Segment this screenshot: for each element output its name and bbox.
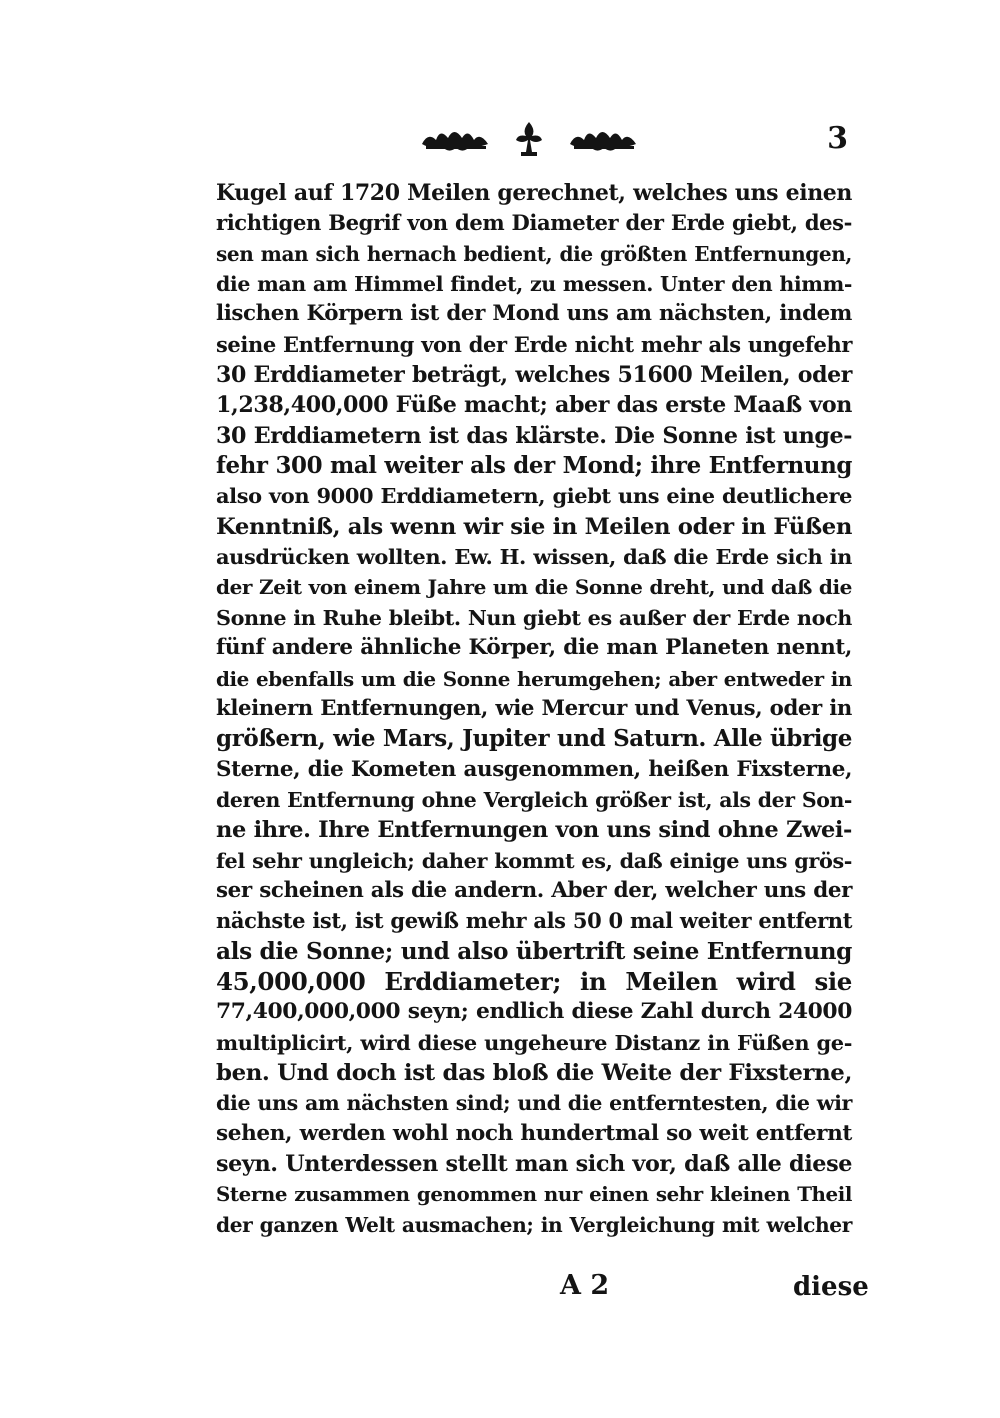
text-line: Sterne, die Kometen ausgenommen, heißen Fixsterne, <box>216 756 852 782</box>
text-line: 45,000,000 Erddiameter; in Meilen wird sie <box>216 966 852 996</box>
text-line: Kugel auf 1720 Meilen gerechnet, welches uns einen <box>216 180 852 206</box>
text-line: Sterne zusammen genommen nur einen sehr kleinen Theil <box>216 1182 852 1207</box>
text-line: die uns am nächsten sind; und die entferntesten, die wir <box>216 1091 852 1116</box>
page-footer <box>0 1272 1000 1312</box>
text-line: die man am Himmel findet, zu messen. Unter den himm- <box>216 272 852 297</box>
text-line: der ganzen Welt ausmachen; in Vergleichung mit welcher <box>216 1212 852 1237</box>
catchword: diese <box>793 1272 869 1302</box>
text-line: 1,238,400,000 Füße macht; aber das erste Maaß von <box>216 392 852 419</box>
text-line: nächste ist, ist gewiß mehr als 50 0 mal weiter entfernt <box>216 908 852 934</box>
text-line: 30 Erddiameter beträgt, welches 51600 Meilen, oder <box>216 362 852 389</box>
text-line: fehr 300 mal weiter als der Mond; ihre Entfernung <box>216 452 852 480</box>
text-line: deren Entfernung ohne Vergleich größer ist, als der Son- <box>216 787 852 812</box>
ornament-icon <box>418 118 640 160</box>
text-line: richtigen Begrif von dem Diameter der Erde giebt, des- <box>216 210 852 236</box>
text-line: fünf andere ähnliche Körper, die man Planeten nennt, <box>216 635 852 661</box>
text-line: größern, wie Mars, Jupiter und Saturn. Alle übrige <box>216 725 852 753</box>
text-line: die ebenfalls um die Sonne herumgehen; aber entweder in <box>216 666 852 691</box>
text-line: ser scheinen als die andern. Aber der, welcher uns der <box>216 877 852 903</box>
text-line: ben. Und doch ist das bloß die Weite der Fixsterne, <box>216 1059 852 1086</box>
page-number: 3 <box>827 121 848 156</box>
text-line: ne ihre. Ihre Entfernungen von uns sind ohne Zwei- <box>216 817 852 844</box>
text-line: lischen Körpern ist der Mond uns am nächsten, indem <box>216 301 852 327</box>
text-line: Kenntniß, als wenn wir sie in Meilen oder in Füßen <box>216 513 852 540</box>
text-line: ausdrücken wollten. Ew. H. wissen, daß die Erde sich in <box>216 544 852 570</box>
text-line: der Zeit von einem Jahre um die Sonne dreht, und daß die <box>216 575 852 600</box>
text-line: 77,400,000,000 seyn; endlich diese Zahl durch 24000 <box>216 999 852 1025</box>
text-line: fel sehr ungleich; daher kommt es, daß einige uns grös- <box>216 847 852 873</box>
text-line: seyn. Unterdessen stellt man sich vor, daß alle diese <box>216 1151 852 1177</box>
text-line: multiplicirt, wird diese ungeheure Distanz in Füßen ge- <box>216 1029 852 1055</box>
page-header <box>0 118 1000 168</box>
text-line: sehen, werden wohl noch hundertmal so weit entfernt <box>216 1120 852 1146</box>
text-line: als die Sonne; und also übertrift seine Entfernung <box>216 937 852 965</box>
text-line: sen man sich hernach bedient, die größten Entfernungen, <box>216 241 852 266</box>
body-text <box>216 178 852 1240</box>
text-line: also von 9000 Erddiametern, giebt uns eine deutlichere <box>216 483 852 509</box>
text-line: seine Entfernung von der Erde nicht mehr als ungefehr <box>216 331 852 357</box>
text-line: 30 Erddiametern ist das klärste. Die Sonne ist unge- <box>216 422 852 449</box>
signature-mark: A 2 <box>560 1270 610 1301</box>
text-line: kleinern Entfernungen, wie Mercur und Venus, oder in <box>216 695 852 721</box>
text-line: Sonne in Ruhe bleibt. Nun giebt es außer der Erde noch <box>216 605 852 630</box>
